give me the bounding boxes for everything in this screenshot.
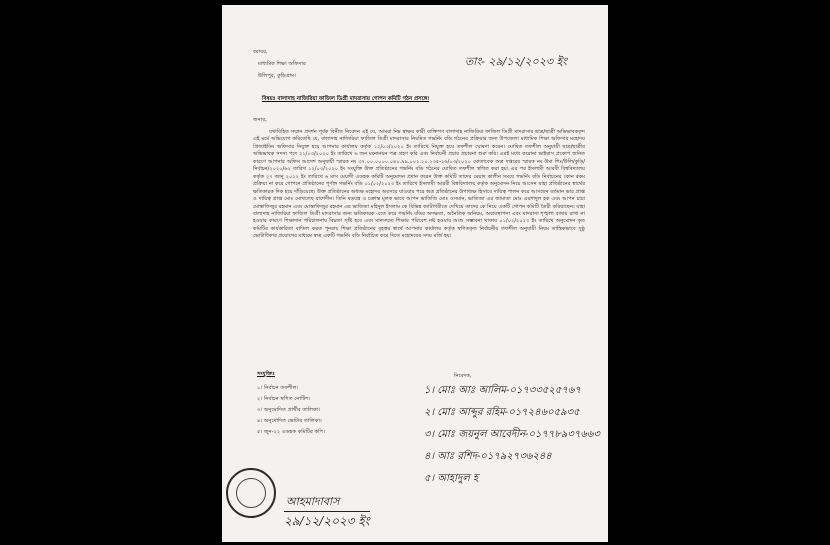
enclosure-item: ৪। অনুমোদিত ভোটার তালিকা। — [257, 418, 322, 424]
enclosure-item: ৫। জুন-২২ এডহক কমিটির কপি। — [257, 429, 325, 435]
footer-signature-name: আহমাদাবাস — [286, 495, 340, 508]
footer-signature-date: ২৯/১২/২০২৩ ইং — [284, 511, 370, 533]
enclosure-item: ২। নির্বাচন স্থগিত নোটিশ। — [257, 396, 311, 402]
letter-subject: বিষয়ঃ বালাদাহ নাজিরিয়া ফাজিল ডিগ্রী মাদরাসায় গোপন কমিটি গঠন প্রসঙ্গে। — [262, 96, 430, 102]
memo-number: তাং- ২৯/১২/২০২৩ ইং — [465, 55, 567, 68]
signatory-row: ১। মোঃ আঃ আলিম-০১৭৩৩৫২৫৭৬৭ — [424, 385, 581, 396]
signatory-row: ৫। আহাদুল হ — [424, 473, 479, 484]
office-seal-inner-ring — [236, 478, 266, 508]
signatory-row: ৩। মোঃ জয়নুল আবেদীন-০১৭৭৮৯৩৭৬৬৩ — [424, 429, 600, 440]
signatory-row: ২। মোঃ আব্দুর রহিম-০১৭২৪৬০৫৯৩৫ — [424, 407, 580, 418]
salutation: জনাব, — [253, 117, 267, 123]
enclosures-heading: সংযুক্তিঃ — [257, 371, 275, 377]
enclosure-item: ৩। অনুমোদিত প্রার্থীর তালিকা। — [257, 407, 321, 413]
letter-page — [222, 5, 608, 542]
address-to: বরাবর, — [253, 49, 268, 55]
enclosure-item: ১। নির্বাচন তফশীল। — [257, 385, 299, 391]
signatories-heading: নিবেদক, — [454, 373, 472, 379]
address-location: উলিপুর, কুড়িগ্রাম। — [258, 73, 297, 79]
signatory-row: ৪। আঃ রশিদ-০১৭৯২৭৩৬২৪৪ — [424, 451, 552, 462]
enclosures-list — [257, 383, 325, 438]
body-paragraph: যথাবিহিত সম্মান প্রদর্শন পূর্বক বিনীত নিবেদন এই যে, আমরা নিম্ন স্বাক্ষর কারী ব্যক্তিগণ বালাদাহ নাজিরিয়া ফাজিল ডিগ্রী মাদরাসার ছাত্র/ছাত্রী অভিভাবকবৃন্দ এই মর্মে অভিযোগ করিতেছি যে, বালাদাহ নাজিরিয়া ফাজিল ডিগ্রী মাদরাসার নিয়মিত গভর্নিং বডি গঠনের প্রক্রিয়ার জন্য উপজেলা মাধ্যমিক শিক্ষা অফিসার মহোদয় প্রিজাইডিং অফিসার নিযুক্ত হয়ে আপনার কার্যালয় কর্তৃক ১২/০৩/২০২০ ইং তারিখে নিযুক্ত হয়ে তফশীল ঘোষণা করেন। ঘোষিত তফশীল অনুযায়ী ছাত্র/ছাত্রীর অভিভাবক সদস্য পদে ২১/০৩/২০২০ ইং তারিখে ৬ জন মনোনয়ন পত্র গ্রহণ করি এবং নির্বাচনী প্রচার প্রচারনা শুরু করি। এরই মধ্যে করোনা ভাইরাস প্রকোপ জনিত কারণে আপনার অফিস আদেশ অনুযায়ী স্মারক নং ৩৭.০০.০০০০.০৪০.৯৯.০০২.২০.২৩৫-১৬/০৩/২০২০ মোতাবেক অত্র দপ্তরের স্মারক নং উমা শিঃ/উলি/কুড়ি/নির্বাচন/২০২০/৬২ তারিখ ১২/০৩/২০২০ ইং সংযুক্তি উক্ত প্রতিষ্ঠানের গভর্নিং বডি গঠনের ঘোষিত তফশীল স্থগিত করা হয়। এর পর ইসলামী আরবী বিশ্ববিদ্যালয় কর্তৃক ২৭ জানু ২০২২ ইং তারিখে ৬ মাস মেয়াদী এডহক কমিটি অনুমোদন প্রদান করেন উক্ত কমিটি তাদের মেয়াদ কালীন সময়ে গভর্নিং বডি নির্বাচনের কোন রকম প্রক্রিয়া না করে গোপনে প্রতিষ্ঠানের পূর্ণাঙ্গ গভর্নিং বডি ০১/০২/২০২৩ ইং তারিখে ইসলামী আরবী বিশ্ববিদ্যালয় কর্তৃক অনুমোদন নিয়ে আসেন যাহা প্রতিষ্ঠানের স্বার্থের ক্ষতিকারক দিক হয়ে দাঁড়িয়েছে। উক্ত প্রতিষ্ঠানের অধ্যক্ষ মহোদয় অবসরে যাওয়ার পরে অত্র প্রতিষ্ঠানের উপাধ্যক্ষ হিসাবে দায়িত্ব পালন করে আসছেন বর্তমান ভার প্রাপ্ত ও দায়িত্ব প্রাপ্ত মোঃ মোখলেছ রাশেদীন। তিনি ষড়যন্ত্র ও চক্রান্ত মূলক ভাবে আপন ভাতিজি মোঃ ওসমান, ভাতিজা এর জামাতা মোঃ এরশাদুল হক এবং আপন চাচা মোস্তাফিজুর রহমান এবং মোস্তাফিজুর রহমান এর ভাতিজা মহিদুল ইসলাম কে বিভিন্ন ক্যাটাগরীতে দেখিয়ে তাদের কে নিয়ে একটি গোপন কমিটি তৈরী করিয়াছেন। যাহা বালাদাহ নাজিরিয়া ফাজিল ডিগ্রী মাদরাসার জন্য ক্ষতিকারক এতে করে গভর্নিং বডির অদক্ষতা, অনৈতিক অনিয়ম, অব্যবস্থাপনা এবং মাদরাসা শৃঙ্খলা বজায় রাখা না হওয়ার কারণে শিক্ষাদান পরিচালনায় বিঘ্নতা সৃষ্টি হবে এবং মানসম্মত শিক্ষার পরিবেশ নষ্ট হওয়ার আশু সম্ভাবনা থাকায় ০১/০২/২০২৩ ইং তারিখে অনুমোদন কৃত কমিটির কার্যকারিতা বাতিল করত পুনরায় শিক্ষা প্রতিষ্ঠানের বৃহত্তর স্বার্থে আপনার কার্যালয় কর্তৃক স্থগিতকৃত নির্বাচনীয় তফশীল অনুযায়ী নিয়ম তান্ত্রিকভাবে সুষ্ঠু ভোটাধিকার প্রয়োগের মাধ্যমে স্বচ্ছ একটি গভর্নিং বডি নির্বাচিত করে দিতে মহোদয়ের সদয় মর্জি হয়। — [253, 129, 585, 240]
office-seal — [226, 468, 276, 518]
address-recipient: মাধ্যমিক শিক্ষা অফিসার — [258, 61, 306, 67]
letter-body — [253, 129, 585, 242]
